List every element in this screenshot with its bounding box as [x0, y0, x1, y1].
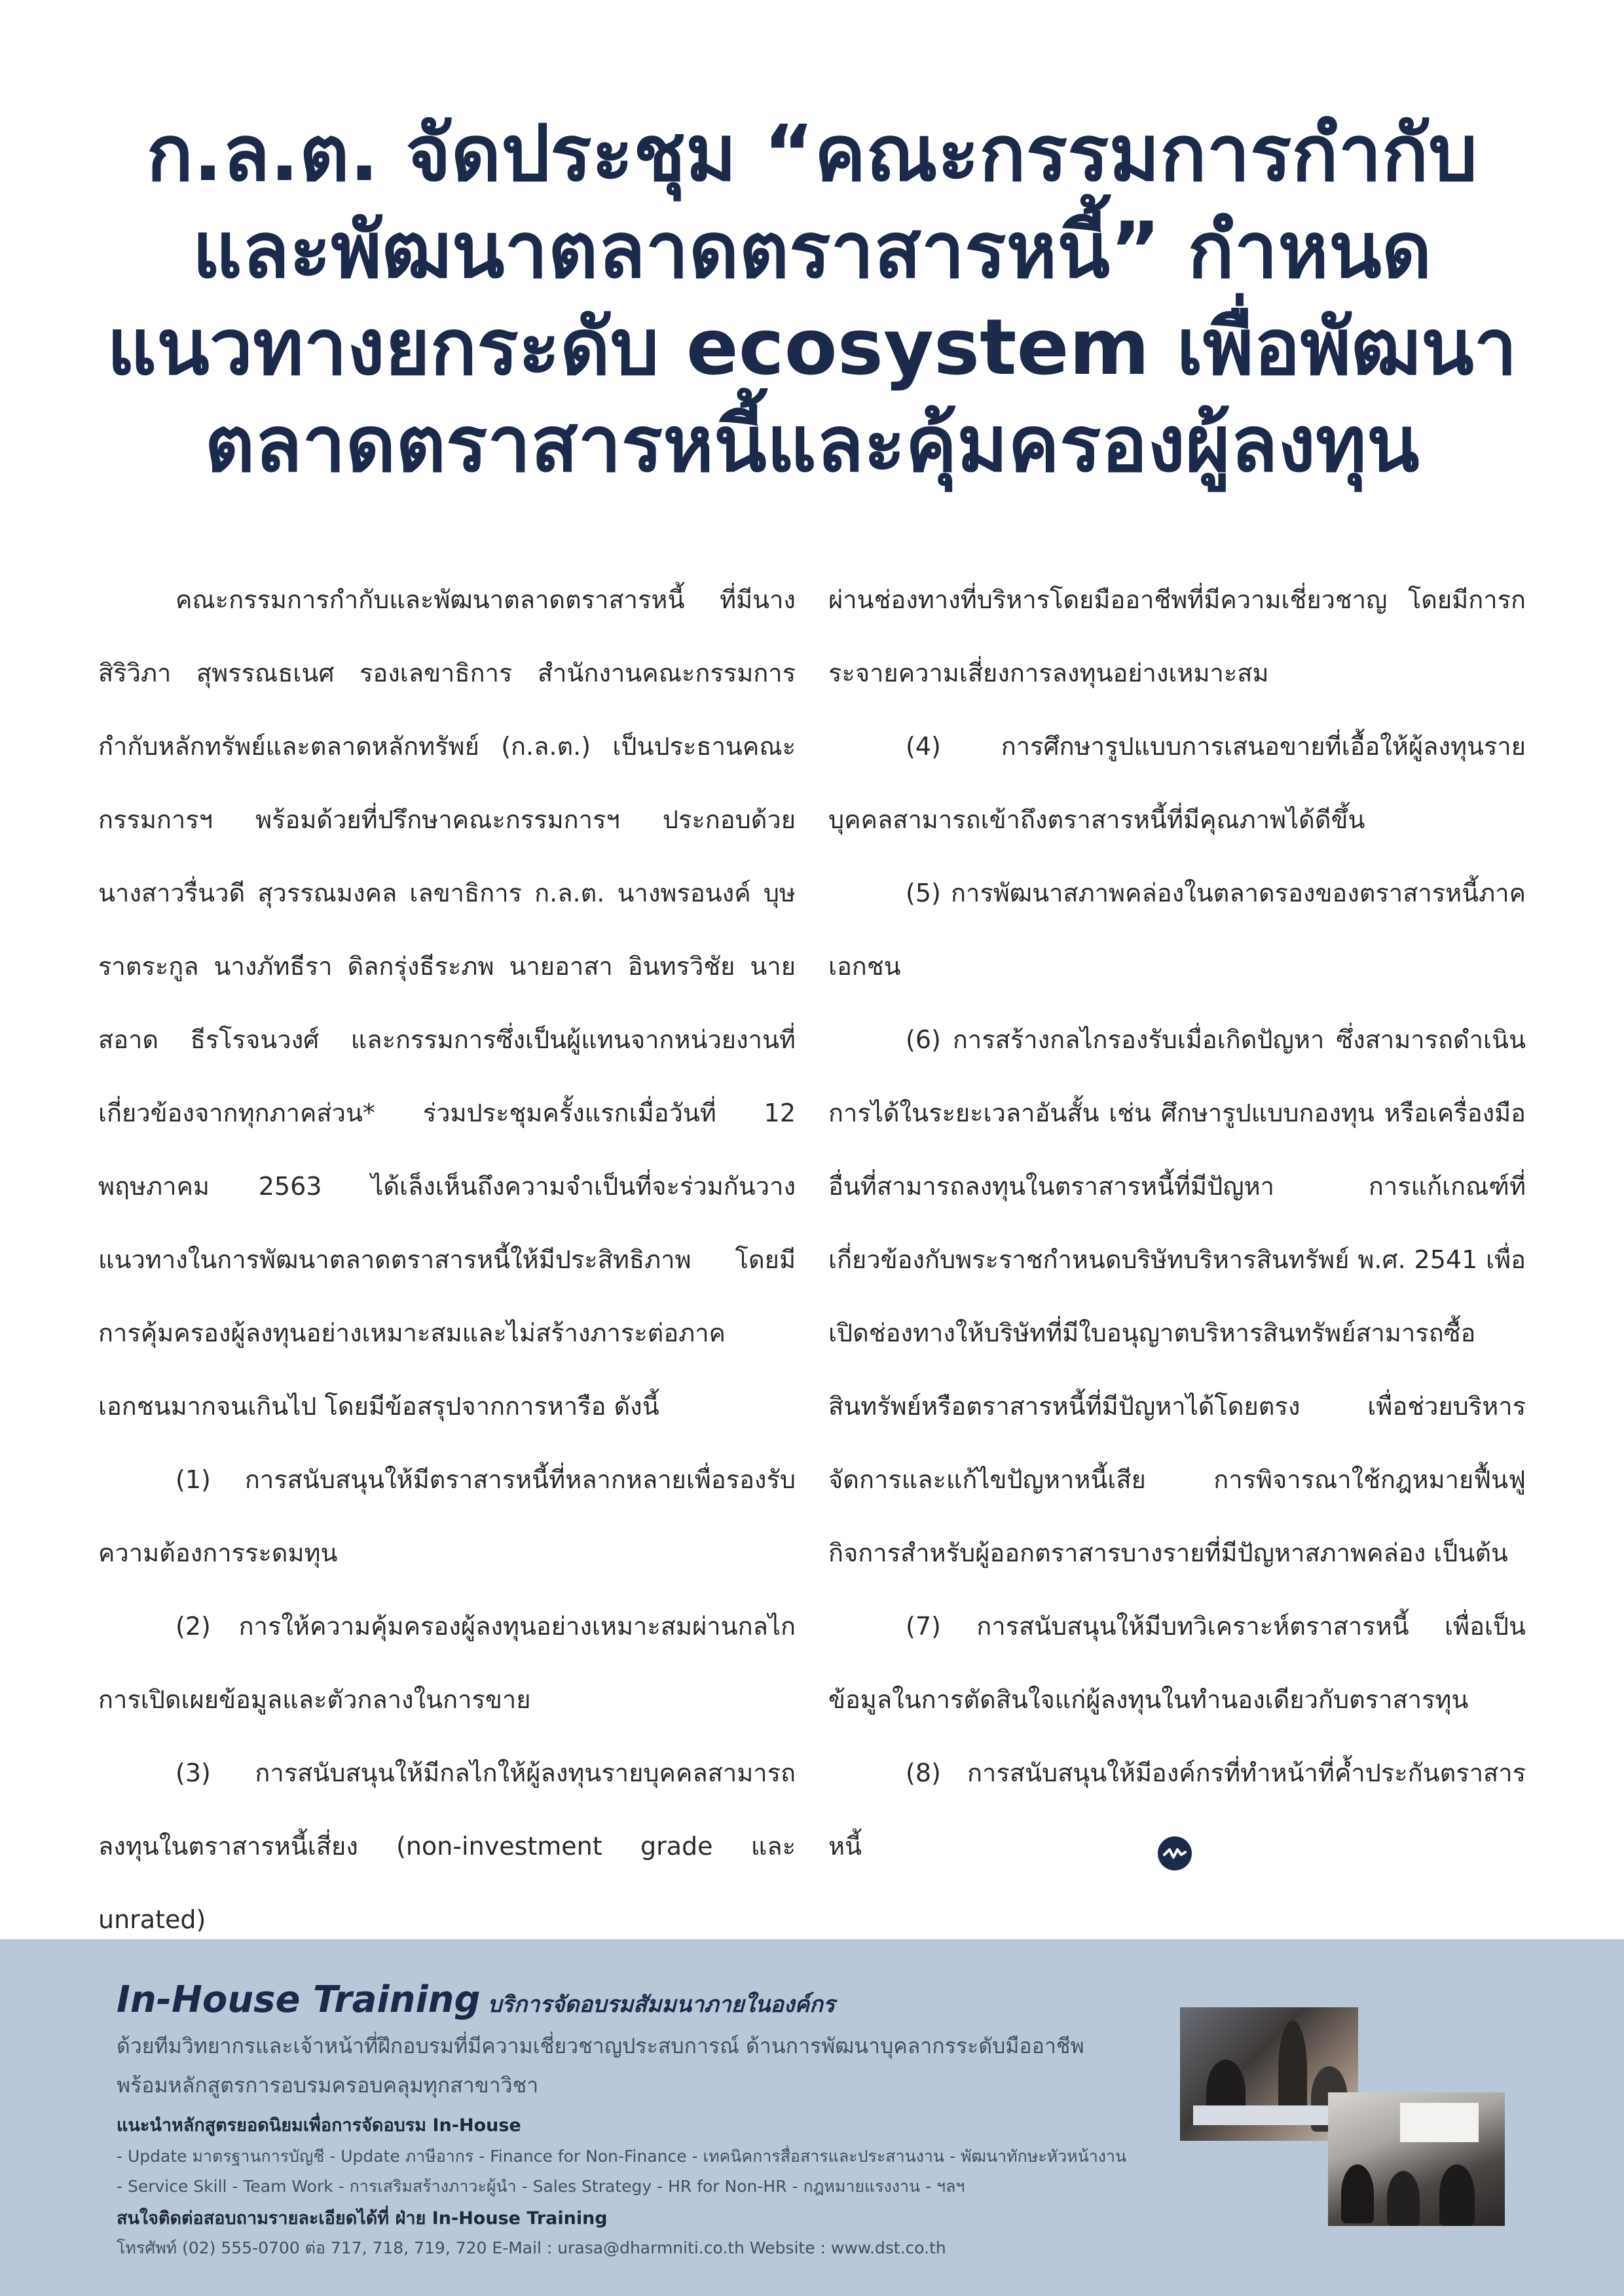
ad-contact-heading: สนใจติดต่อสอบถามรายละเอียดได้ที่ ฝ่าย In-House Training — [117, 2208, 608, 2229]
article-item-7: (7) การสนับสนุนให้มีบทวิเคราะห์ตราสารหนี้ เพื่อเป็นข้อมูลในการตัดสินใจแก่ผู้ลงทุนในทำนองเดียวกับตราสารทุน — [828, 1612, 1526, 1714]
ad-courses-line-2: - Service Skill - Team Work - การเสริมสร้างภาวะผู้นำ - Sales Strategy - HR for Non-HR - กฎหมายแรงงาน - ฯลฯ — [117, 2177, 965, 2196]
training-photo-2 — [1328, 2092, 1505, 2226]
article-item-5: (5) การพัฒนาสภาพคล่องในตลาดรองของตราสารหนี้ภาคเอกชน — [828, 879, 1526, 981]
ad-courses-heading: แนะนำหลักสูตรยอดนิยมเพื่อการจัดอบรม In-House — [117, 2115, 521, 2136]
article-column-right — [828, 563, 1526, 1883]
ad-brand — [117, 1978, 835, 2022]
headline-line: ก.ล.ต. จัดประชุม “คณะกรรมการกำกับ — [146, 108, 1478, 198]
ad-brand-title: In-House Training — [117, 1978, 481, 2021]
article-item-2: (2) การให้ความคุ้มครองผู้ลงทุนอย่างเหมาะสมผ่านกลไกการเปิดเผยข้อมูลและตัวกลางในการขาย — [98, 1612, 796, 1714]
article-item-8: (8) การสนับสนุนให้มีองค์กรที่ทำหน้าที่ค้ำประกันตราสารหนี้ — [828, 1758, 1526, 1861]
article-column-left — [98, 563, 796, 1956]
ad-description-2: พร้อมหลักสูตรการอบรมครอบคลุมทุกสาขาวิชา — [117, 2073, 539, 2098]
ad-contact-info: โทรศัพท์ (02) 555-0700 ต่อ 717, 718, 719, 720 E-Mail : urasa@dharmniti.co.th Website : www.dst.co.th — [117, 2238, 946, 2257]
ad-brand-subtitle: บริการจัดอบรมสัมมนาภายในองค์กร — [487, 1992, 835, 2018]
headline-line: ตลาดตราสารหนี้และคุ้มครองผู้ลงทุน — [204, 399, 1420, 489]
article-continuation: ผ่านช่องทางที่บริหารโดยมืออาชีพที่มีความเชี่ยวชาญ โดยมีการกระจายความเสี่ยงการลงทุนอย่างเหมาะสม — [828, 585, 1526, 687]
headline — [98, 105, 1526, 492]
publisher-logo-icon — [1158, 1836, 1192, 1870]
headline-line: และพัฒนาตลาดตราสารหนี้” กำหนด — [192, 205, 1432, 295]
article-item-4: (4) การศึกษารูปแบบการเสนอขายที่เอื้อให้ผู้ลงทุนรายบุคคลสามารถเข้าถึงตราสารหนี้ที่มีคุณภาพได้ดีขึ้น — [828, 732, 1526, 834]
ad-description-1: ด้วยทีมวิทยากรและเจ้าหน้าที่ฝึกอบรมที่มีความเชี่ยวชาญประสบการณ์ ด้านการพัฒนาบุคลากรระดับมืออาชีพ — [117, 2033, 1084, 2058]
in-house-training-ad — [0, 1939, 1624, 2296]
article-paragraph: คณะกรรมการกำกับและพัฒนาตลาดตราสารหนี้ ที่มีนางสิริวิภา สุพรรณธเนศ รองเลขาธิการ สำนักงานคณะกรรมการกำกับหลักทรัพย์และตลาดหลักทรัพย์ (ก.ล.ต.) เป็นประธานคณะกรรมการฯ พร้อมด้วยที่ปรึกษาคณะกรรมการฯ ประกอบด้วย นางสาวรื่นวดี สุวรรณมงคล เลขาธิการ ก.ล.ต. นางพรอนงค์ บุษราตระกูล นางภัทธีรา ดิลกรุ่งธีระภพ นายอาสา อินทรวิชัย นายสอาด ธีรโรจนวงศ์ และกรรมการซึ่งเป็นผู้แทนจากหน่วยงานที่เกี่ยวข้องจากทุกภาคส่วน* ร่วมประชุมครั้งแรกเมื่อวันที่ 12 พฤษภาคม 2563 ได้เล็งเห็นถึงความจำเป็นที่จะร่วมกันวางแนวทางในการพัฒนาตลาดตราสารหนี้ให้มีประสิทธิภาพ โดยมีการคุ้มครองผู้ลงทุนอย่างเหมาะสมและไม่สร้างภาระต่อภาคเอกชนมากจนเกินไป โดยมีข้อสรุปจากการหารือ ดังนี้ — [98, 585, 796, 1421]
headline-line: แนวทางยกระดับ ecosystem เพื่อพัฒนา — [107, 302, 1517, 392]
article-item-1: (1) การสนับสนุนให้มีตราสารหนี้ที่หลากหลายเพื่อรองรับความต้องการระดมทุน — [98, 1465, 796, 1567]
article-item-3: (3) การสนับสนุนให้มีกลไกให้ผู้ลงทุนรายบุคคลสามารถลงทุนในตราสารหนี้เสี่ยง (non-investment grade และ unrated) — [98, 1758, 796, 1934]
article-item-6: (6) การสร้างกลไกรองรับเมื่อเกิดปัญหา ซึ่งสามารถดำเนินการได้ในระยะเวลาอันสั้น เช่น ศึกษารูปแบบกองทุน หรือเครื่องมืออื่นที่สามารถลงทุนในตราสารหนี้ที่มีปัญหา การแก้เกณฑ์ที่เกี่ยวข้องกับพระราชกำหนดบริษัทบริหารสินทรัพย์ พ.ศ. 2541 เพื่อเปิดช่องทางให้บริษัทที่มีใบอนุญาตบริหารสินทรัพย์สามารถซื้อสินทรัพย์หรือตราสารหนี้ที่มีปัญหาได้โดยตรง เพื่อช่วยบริหารจัดการและแก้ไขปัญหาหนี้เสีย การพิจารณาใช้กฎหมายฟื้นฟูกิจการสำหรับผู้ออกตราสารบางรายที่มีปัญหาสภาพคล่อง เป็นต้น — [828, 1025, 1526, 1567]
ad-courses-line-1: - Update มาตรฐานการบัญชี - Update ภาษีอากร - Finance for Non-Finance - เทคนิคการสื่อสารและประสานงาน - พัฒนาทักษะหัวหน้างาน — [117, 2147, 1127, 2166]
